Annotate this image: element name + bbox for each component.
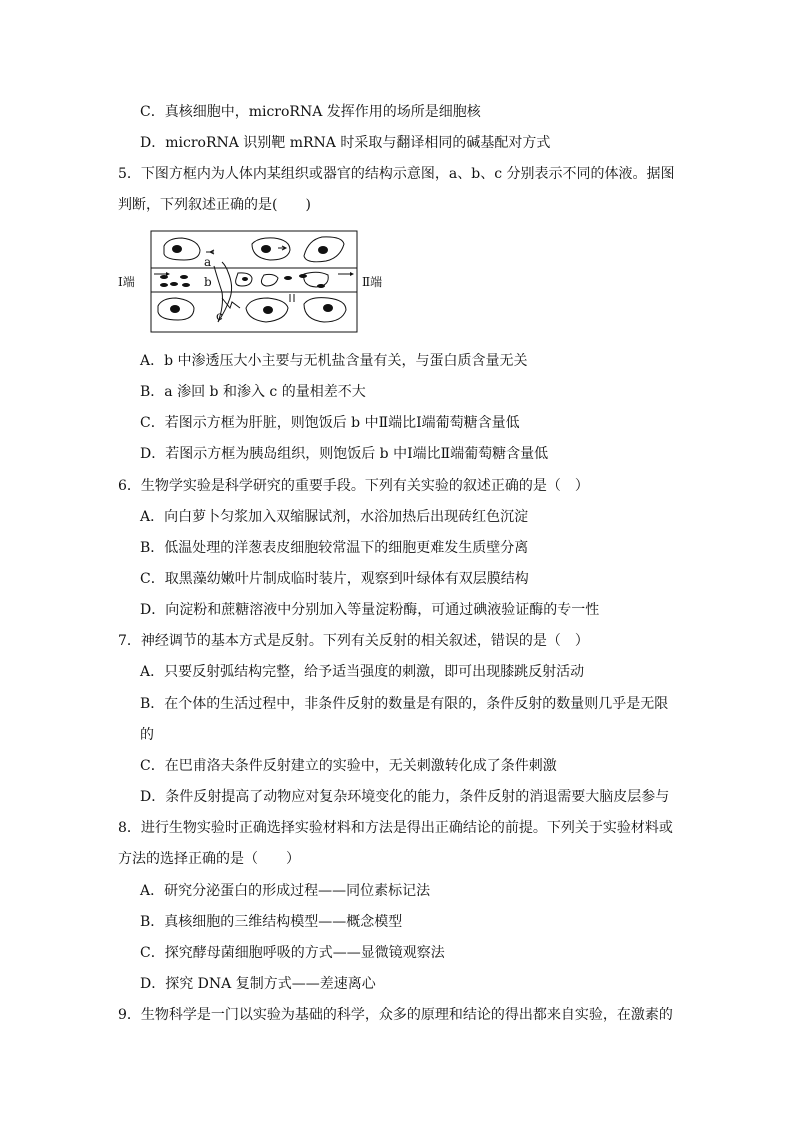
cell-nucleus [323,304,333,312]
q5-stem-line-2: 判断，下列叙述正确的是( ) [118,197,311,213]
diagram-svg [118,228,418,338]
blood-cell [180,275,188,279]
blood-cell [160,283,168,287]
cell-nucleus [172,245,182,253]
blood-cell [299,274,307,278]
q8-stem-line-1: 8．进行生物实验时正确选择实验材料和方法是得出正确结论的前提。下列关于实验材料或 [118,820,673,836]
q4-option-c: C．真核细胞中，microRNA 发挥作用的场所是细胞核 [140,104,481,120]
q6-option-d: D．向淀粉和蔗糖溶液中分别加入等量淀粉酶，可通过碘液验证酶的专一性 [140,602,600,618]
q8-option-a: A．研究分泌蛋白的形成过程——同位素标记法 [140,883,431,899]
label-a: a [204,255,212,269]
cell-nucleus [263,306,273,314]
blood-cell-outline [304,272,329,287]
q5-option-b: B．a 渗回 b 和渗入 c 的量相差不大 [140,384,366,400]
q7-option-b-line-1: B．在个体的生活过程中，非条件反射的数量是有限的，条件反射的数量则几乎是无限 [140,696,669,712]
blood-cell [284,276,292,280]
left-end-label: Ⅰ端 [118,275,135,289]
blood-cell-outline [261,274,278,286]
label-b: b [204,275,212,289]
blood-cell [242,277,248,281]
tissue-structure-diagram [118,228,418,338]
q7-option-c: C．在巴甫洛夫条件反射建立的实验中，无关刺激转化成了条件刺激 [140,758,557,774]
q7-option-b-line-2: 的 [140,727,154,743]
cell-nucleus [170,305,180,313]
cell-nucleus [318,246,328,254]
q6-option-b: B．低温处理的洋葱表皮细胞较常温下的细胞更难发生质壁分离 [140,540,529,556]
q7-stem: 7．神经调节的基本方式是反射。下列有关反射的相关叙述，错误的是（ ） [118,633,589,649]
q9-stem-line-1: 9．生物科学是一门以实验为基础的科学，众多的原理和结论的得出都来自实验，在激素的 [118,1007,673,1023]
label-c: c [216,309,223,323]
flow-arrow-head [350,272,354,276]
right-end-label: Ⅱ端 [362,275,383,289]
q5-stem-line-1: 5．下图方框内为人体内某组织或器官的结构示意图，a、b、c 分别表示不同的体液。据图 [118,166,675,182]
q6-option-c: C．取黑藻幼嫩叶片制成临时装片，观察到叶绿体有双层膜结构 [140,571,529,587]
q5-option-a: A．b 中渗透压大小主要与无机盐含量有关，与蛋白质含量无关 [140,353,528,369]
q6-option-a: A．向白萝卜匀浆加入双缩脲试剂，水浴加热后出现砖红色沉淀 [140,509,529,525]
q4-option-d: D．microRNA 识别靶 mRNA 时采取与翻译相同的碱基配对方式 [140,135,551,151]
frame-box [151,231,357,332]
q8-option-b: B．真核细胞的三维结构模型——概念模型 [140,914,403,930]
q8-stem-line-2: 方法的选择正确的是（ ） [118,851,300,867]
cell-nucleus [261,245,271,253]
q6-stem: 6．生物学实验是科学研究的重要手段。下列有关实验的叙述正确的是（ ） [118,478,589,494]
blood-cell [170,282,178,286]
q5-option-d: D．若图示方框为胰岛组织，则饱饭后 b 中Ⅰ端比Ⅱ端葡萄糖含量低 [140,446,549,462]
q7-option-a: A．只要反射弧结构完整，给予适当强度的刺激，即可出现膝跳反射活动 [140,664,585,680]
blood-cell [160,275,168,279]
lymph-flow-arrow [222,298,240,308]
q7-option-d: D．条件反射提高了动物应对复杂环境变化的能力，条件反射的消退需要大脑皮层参与 [140,789,670,805]
q5-option-c: C．若图示方框为肝脏，则饱饭后 b 中Ⅱ端比Ⅰ端葡萄糖含量低 [140,415,520,431]
blood-cell [182,283,190,287]
q8-option-d: D．探究 DNA 复制方式——差速离心 [140,976,376,992]
flow-arrow-head [166,272,170,276]
q8-option-c: C．探究酵母菌细胞呼吸的方式——显微镜观察法 [140,945,445,961]
